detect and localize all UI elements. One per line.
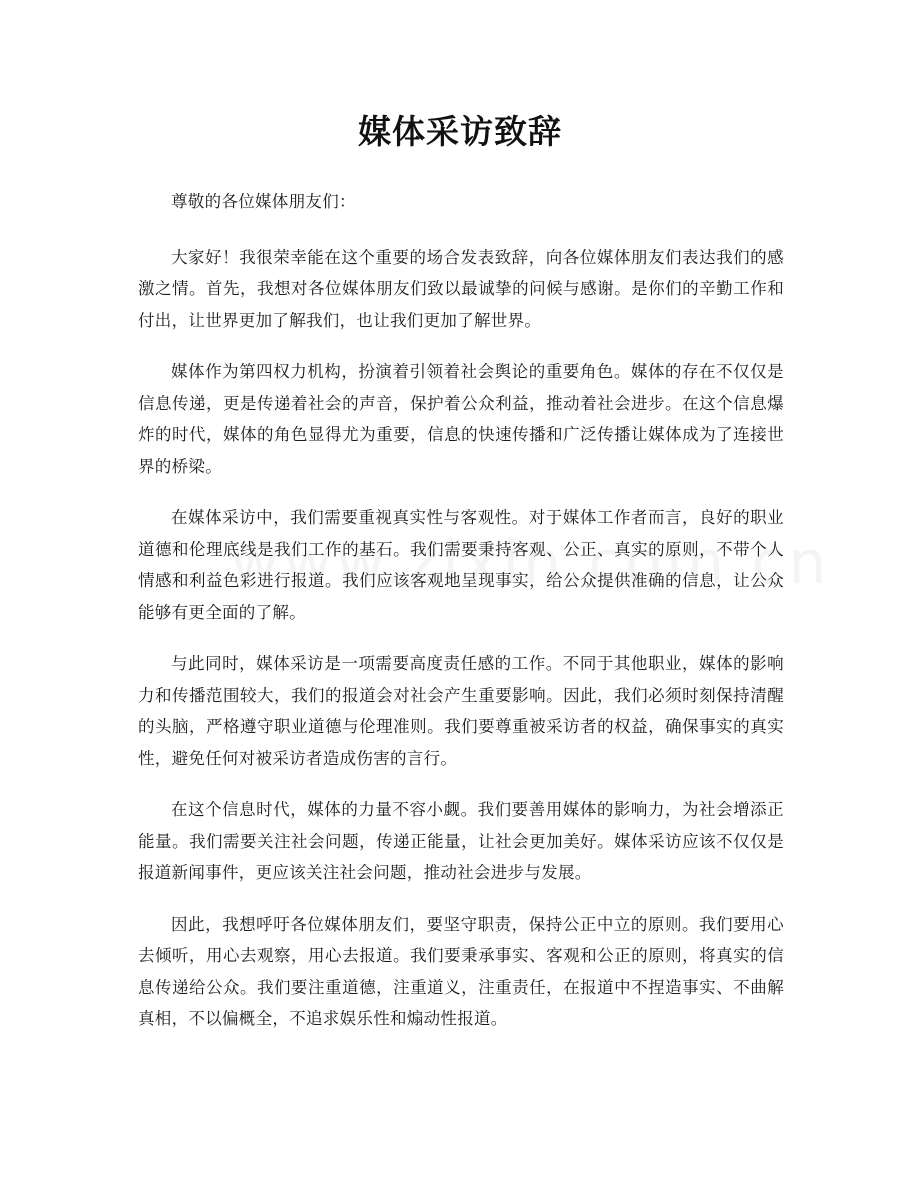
paragraph-6: 因此，我想呼吁各位媒体朋友们，要坚守职责，保持公正中立的原则。我们要用心去倾听，用心去观察，用心去报道。我们要秉承事实、客观和公正的原则，将真实的信息传递给公众。我们要注重道德，注重道义，注重责任，在报道中不捏造事实、不曲解真相，不以偏概全，不追求娱乐性和煽动性报道。 bbox=[138, 914, 784, 1028]
paragraph-4: 与此同时，媒体采访是一项需要高度责任感的工作。不同于其他职业，媒体的影响力和传播范围较大，我们的报道会对社会产生重要影响。因此，我们必须时刻保持清醒的头脑，严格遵守职业道德与伦理准则。我们要尊重被采访者的权益，确保事实的真实性，避免任何对被采访者造成伤害的言行。 bbox=[138, 654, 784, 768]
paragraph-greeting: 尊敬的各位媒体朋友们： bbox=[171, 192, 356, 211]
document-title: 媒体采访致辞 bbox=[358, 112, 562, 151]
paragraph-2: 媒体作为第四权力机构，扮演着引领着社会舆论的重要角色。媒体的存在不仅仅是信息传递，更是传递着社会的声音，保护着公众利益，推动着社会进步。在这个信息爆炸的时代，媒体的角色显得尤为重要，信息的快速传播和广泛传播让媒体成为了连接世界的桥梁。 bbox=[138, 362, 784, 476]
paragraph-1: 大家好！我很荣幸能在这个重要的场合发表致辞，向各位媒体朋友们表达我们的感激之情。首先，我想对各位媒体朋友们致以最诚挚的问候与感谢。是你们的辛勤工作和付出，让世界更加了解我们，也让我们更加了解世界。 bbox=[138, 247, 784, 330]
paragraph-5: 在这个信息时代，媒体的力量不容小觑。我们要善用媒体的影响力，为社会增添正能量。我们需要关注社会问题，传递正能量，让社会更加美好。媒体采访应该不仅仅是报道新闻事件，更应该关注社会问题，推动社会进步与发展。 bbox=[138, 800, 784, 882]
document-body bbox=[138, 186, 784, 1055]
paragraph-3: 在媒体采访中，我们需要重视真实性与客观性。对于媒体工作者而言，良好的职业道德和伦理底线是我们工作的基石。我们需要秉持客观、公正、真实的原则，不带个人情感和利益色彩进行报道。我们应该客观地呈现事实，给公众提供准确的信息，让公众能够有更全面的了解。 bbox=[138, 508, 784, 622]
